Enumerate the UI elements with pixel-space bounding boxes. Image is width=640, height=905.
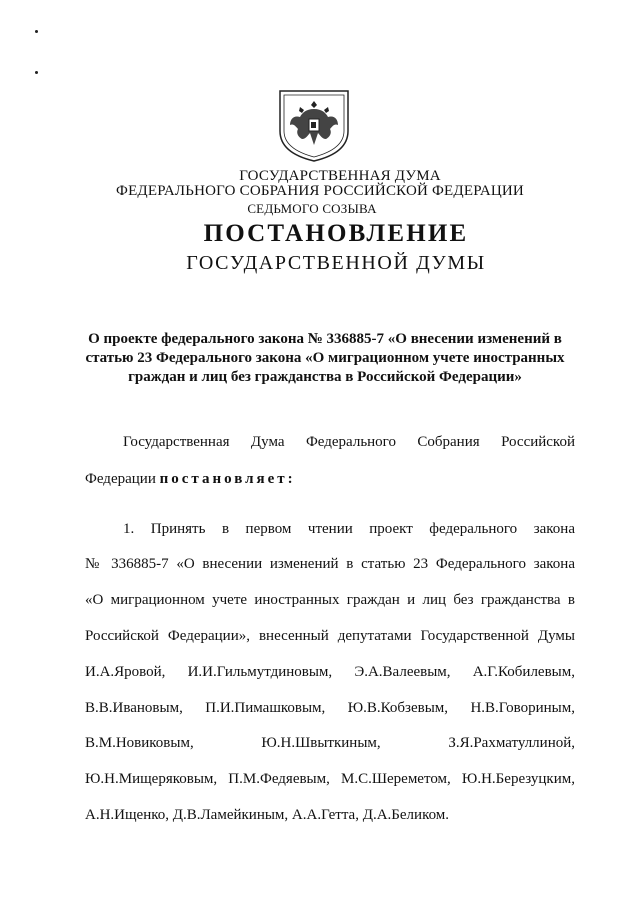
document-type-title: ПОСТАНОВЛЕНИЕ <box>203 220 469 247</box>
decree-word: постановляет: <box>159 471 296 487</box>
subject-line: О проекте федерального закона № 336885-7 «О внесении изменений в <box>88 331 562 347</box>
item-line: «О миграционном учете иностранных граждан и лиц без гражданства в <box>85 592 575 608</box>
preamble-line: Государственная Дума Федерального Собрания Российской <box>123 434 575 450</box>
item-line: А.Н.Ищенко, Д.В.Ламейкиным, А.А.Гетта, Д.А.Беликом. <box>85 807 450 823</box>
item-line: И.А.Яровой, И.И.Гильмутдиновым, Э.А.Валеевым, А.Г.Кобилевым, <box>85 664 575 680</box>
item-line: Ю.Н.Мищеряковым, П.М.Федяевым, М.С.Шереметом, Ю.Н.Березуцким, <box>85 771 575 787</box>
item-line: Российской Федерации», внесенный депутатами Государственной Думы <box>85 628 575 644</box>
resolution-subject <box>60 330 590 387</box>
preamble-text: Федерации <box>85 471 160 487</box>
scan-mark <box>35 30 38 33</box>
subject-line: граждан и лиц без гражданства в Российской Федерации» <box>128 369 522 385</box>
org-line-2: ФЕДЕРАЛЬНОГО СОБРАНИЯ РОССИЙСКОЙ ФЕДЕРАЦИИ <box>116 183 524 199</box>
preamble-line <box>85 471 575 488</box>
coat-of-arms-emblem <box>276 87 352 163</box>
item-line: 1. Принять в первом чтении проект федерального закона <box>123 521 575 537</box>
item-line: № 336885-7 «О внесении изменений в статью 23 Федерального закона <box>85 556 575 572</box>
subject-line: статью 23 Федерального закона «О миграционном учете иностранных <box>85 350 565 366</box>
item-line: В.М.Новиковым, Ю.Н.Швыткиным, З.Я.Рахматуллиной, <box>85 735 575 751</box>
convocation-line: СЕДЬМОГО СОЗЫВА <box>247 201 377 216</box>
org-line-1: ГОСУДАРСТВЕННАЯ ДУМА <box>239 168 441 184</box>
document-issuer-title: ГОСУДАРСТВЕННОЙ ДУМЫ <box>186 252 486 274</box>
scan-mark <box>35 71 38 74</box>
item-line: В.В.Ивановым, П.И.Пимашковым, Ю.В.Кобзевым, Н.В.Говориным, <box>85 700 575 716</box>
